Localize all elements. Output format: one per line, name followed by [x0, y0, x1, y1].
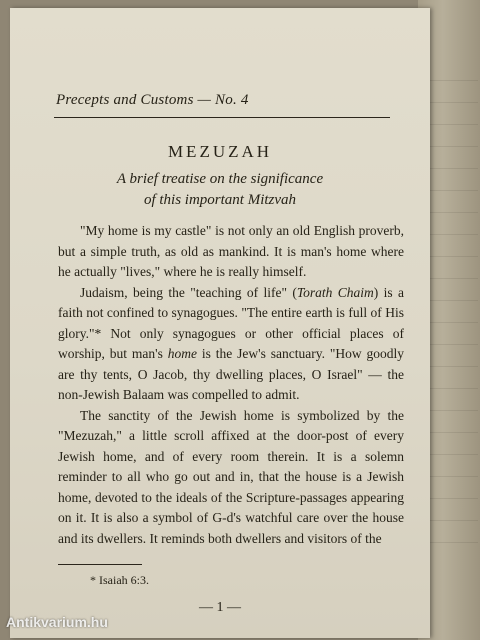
adjacent-page-text-lines — [428, 80, 478, 560]
footnote: * Isaiah 6:3. — [90, 573, 149, 587]
subtitle-line-1: A brief treatise on the significance — [116, 171, 324, 187]
footnote-rule — [58, 564, 142, 565]
body-text — [58, 221, 404, 549]
series-header: Precepts and Customs — No. 4 — [56, 92, 249, 108]
book-page — [10, 8, 430, 638]
watermark: Antikvarium.hu — [6, 614, 108, 630]
page-number: — 1 — — [199, 600, 241, 615]
subtitle-line-2: of this important Mitzvah — [143, 192, 297, 208]
paragraph-2-text-c: is the Jew's sanctuary. "How goodly are thy tents, O Jacob, thy dwelling places, O Israel" — the non-Jewish Balaam was compelled to admit. — [58, 346, 404, 402]
header-rule — [54, 117, 390, 118]
paragraph-1: "My home is my castle" is not only an old English proverb, but a simple truth, as old as mankind. It is man's home where he actually "lives," where he is really himself. — [58, 223, 404, 279]
paragraph-2-italic-torath-chaim: Torath Chaim — [296, 284, 374, 300]
paragraph-3: The sanctity of the Jewish home is symbolized by the "Mezuzah," a little scroll affixed at the door-post of every Jewish home, and of every room therein. It is a solemn reminder to all who go out and in, that the house is a Jewish home, devoted to the ideals of the Scripture-passages appearing on it. It is also a symbol of G-d's watchful care over the house and its dwellers. It reminds both dwellers and visitors of the — [58, 407, 404, 546]
paragraph-2-italic-home: home — [167, 346, 197, 361]
paragraph-2 — [58, 283, 404, 406]
page-title: MEZUZAH — [167, 142, 273, 161]
paragraph-2-text-a: Judaism, being the "teaching of life" ( — [80, 284, 297, 300]
paragraph-2-text-b: ) is a faith not confined to synagogues. "The entire earth is full of His glory."* Not only synagogues or other official places of worship, but man's — [58, 284, 404, 361]
